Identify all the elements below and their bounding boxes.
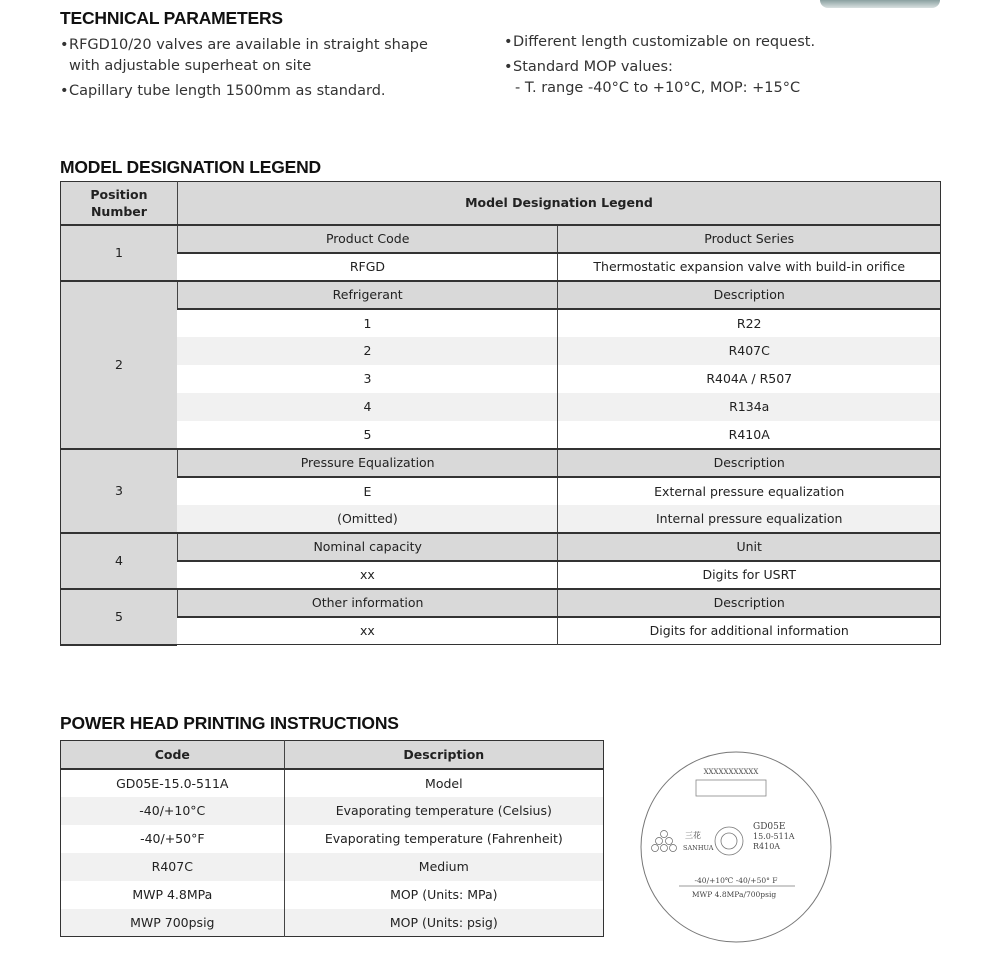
table-row: [61, 561, 941, 589]
legend-group-header-row: [61, 449, 941, 477]
table-row: [61, 393, 941, 421]
legend-subheader: Nominal capacity: [177, 533, 558, 561]
legend-description-cell: Digits for additional information: [558, 617, 941, 645]
power-description-cell: Evaporating temperature (Celsius): [284, 797, 603, 825]
legend-code-cell: 4: [177, 393, 558, 421]
table-row: [61, 309, 941, 337]
power-code-cell: GD05E-15.0-511A: [116, 775, 229, 791]
legend-code-cell: 3: [363, 371, 372, 386]
table-row: [61, 421, 941, 449]
legend-description-cell: Digits for USRT: [558, 561, 941, 589]
power-code-cell: -40/+50°F: [140, 831, 205, 846]
legend-group-header-row: [61, 533, 941, 561]
bullet-item: • Capillary tube length 1500mm as standard.: [60, 81, 460, 102]
stamp-mwp: MWP 4.8MPa/700psig: [691, 890, 777, 899]
legend-subheader: Refrigerant: [177, 281, 558, 309]
legend-code-cell: 2: [177, 337, 558, 365]
table-row: [61, 253, 941, 281]
legend-code-cell: (Omitted): [177, 505, 558, 533]
model-designation-heading: MODEL DESIGNATION LEGEND: [60, 157, 321, 177]
bullet-item: • RFGD10/20 valves are available in straight shape with adjustable superheat on site: [60, 35, 460, 77]
legend-description-cell: R134a: [558, 393, 941, 421]
top-right-decoration: [820, 0, 940, 8]
position-number: 2: [61, 281, 178, 449]
power-code-cell: MWP 700psig: [61, 909, 285, 937]
legend-group-header-row: [61, 589, 941, 617]
power-code-cell: -40/+10°C: [61, 797, 285, 825]
stamp-model: GD05E: [753, 822, 786, 832]
table-row: [61, 505, 941, 533]
power-code-cell: MWP 4.8MPa: [132, 887, 213, 902]
position-number-header: Position Number: [61, 182, 178, 225]
table-row: [61, 797, 604, 825]
technical-right-list: [504, 32, 924, 99]
technical-parameters-heading: TECHNICAL PARAMETERS: [60, 8, 283, 28]
power-description-cell: Evaporating temperature (Fahrenheit): [284, 825, 603, 853]
legend-code-cell: 1: [363, 315, 372, 331]
legend-description-cell: R22: [558, 309, 941, 337]
power-head-heading: POWER HEAD PRINTING INSTRUCTIONS: [60, 713, 399, 733]
bullet-item: • Different length customizable on request.: [504, 32, 924, 53]
power-description-cell: Medium: [284, 853, 603, 881]
legend-code-cell: xx: [360, 567, 375, 582]
table-row: [61, 909, 604, 937]
bullet-item: • Standard MOP values:: [504, 57, 924, 78]
stamp-temps: -40/+10℃ -40/+50° F: [694, 876, 778, 885]
table-row: [61, 337, 941, 365]
bullet-subitem: - T. range -40°C to +10°C, MOP: +15°C: [515, 80, 801, 96]
stamp-brand: SANHUA: [683, 844, 714, 852]
model-designation-header: Model Designation Legend: [177, 182, 940, 225]
legend-subheader: Description: [558, 281, 941, 309]
position-number: 3: [61, 449, 178, 533]
power-code-cell: R407C: [61, 853, 285, 881]
power-head-label-image: [639, 751, 833, 944]
code-header: Code: [61, 741, 285, 769]
legend-subheader: Pressure Equalization: [177, 449, 558, 477]
legend-subheader: Unit: [558, 533, 941, 561]
stamp-medium: R410A: [753, 842, 781, 851]
table-row: [61, 769, 604, 797]
model-designation-table: [60, 181, 941, 646]
legend-description-cell: External pressure equalization: [558, 477, 941, 505]
legend-group-header-row: [61, 225, 941, 253]
legend-subheader: Description: [558, 449, 941, 477]
legend-group-header-row: [61, 281, 941, 309]
table-row: [61, 881, 604, 909]
power-description-cell: MOP (Units: MPa): [284, 881, 603, 909]
power-description-cell: Model: [284, 769, 603, 797]
legend-description-cell: R407C: [558, 337, 941, 365]
legend-subheader: Other information: [177, 589, 558, 617]
legend-code-cell: RFGD: [349, 259, 386, 274]
legend-subheader: Product Code: [177, 225, 558, 253]
power-head-table: [60, 740, 604, 937]
legend-code-cell: 5: [363, 426, 372, 442]
position-number: 5: [61, 589, 178, 645]
legend-code-cell: xx: [360, 623, 375, 639]
legend-description-cell: R410A: [558, 421, 941, 449]
legend-description-cell: Internal pressure equalization: [558, 505, 941, 533]
position-number: 4: [61, 533, 178, 589]
table-row: [61, 853, 604, 881]
legend-description-cell: Thermostatic expansion valve with build-in orifice: [558, 253, 941, 281]
table-row: [61, 477, 941, 505]
power-description-cell: MOP (Units: psig): [284, 909, 603, 937]
table-row: [61, 825, 604, 853]
position-number: 1: [61, 225, 178, 281]
table-row: [61, 365, 941, 393]
stamp-model-2: 15.0-511A: [753, 832, 795, 841]
description-header: Description: [284, 741, 603, 769]
technical-left-list: [60, 35, 460, 102]
legend-description-cell: R404A / R507: [558, 365, 941, 393]
stamp-serial: XXXXXXXXXXX: [703, 768, 759, 776]
table-row: [61, 617, 941, 645]
legend-code-cell: E: [363, 483, 372, 499]
legend-subheader: Description: [558, 589, 941, 617]
legend-subheader: Product Series: [558, 225, 941, 253]
stamp-brand-cn: 三花: [685, 831, 701, 840]
